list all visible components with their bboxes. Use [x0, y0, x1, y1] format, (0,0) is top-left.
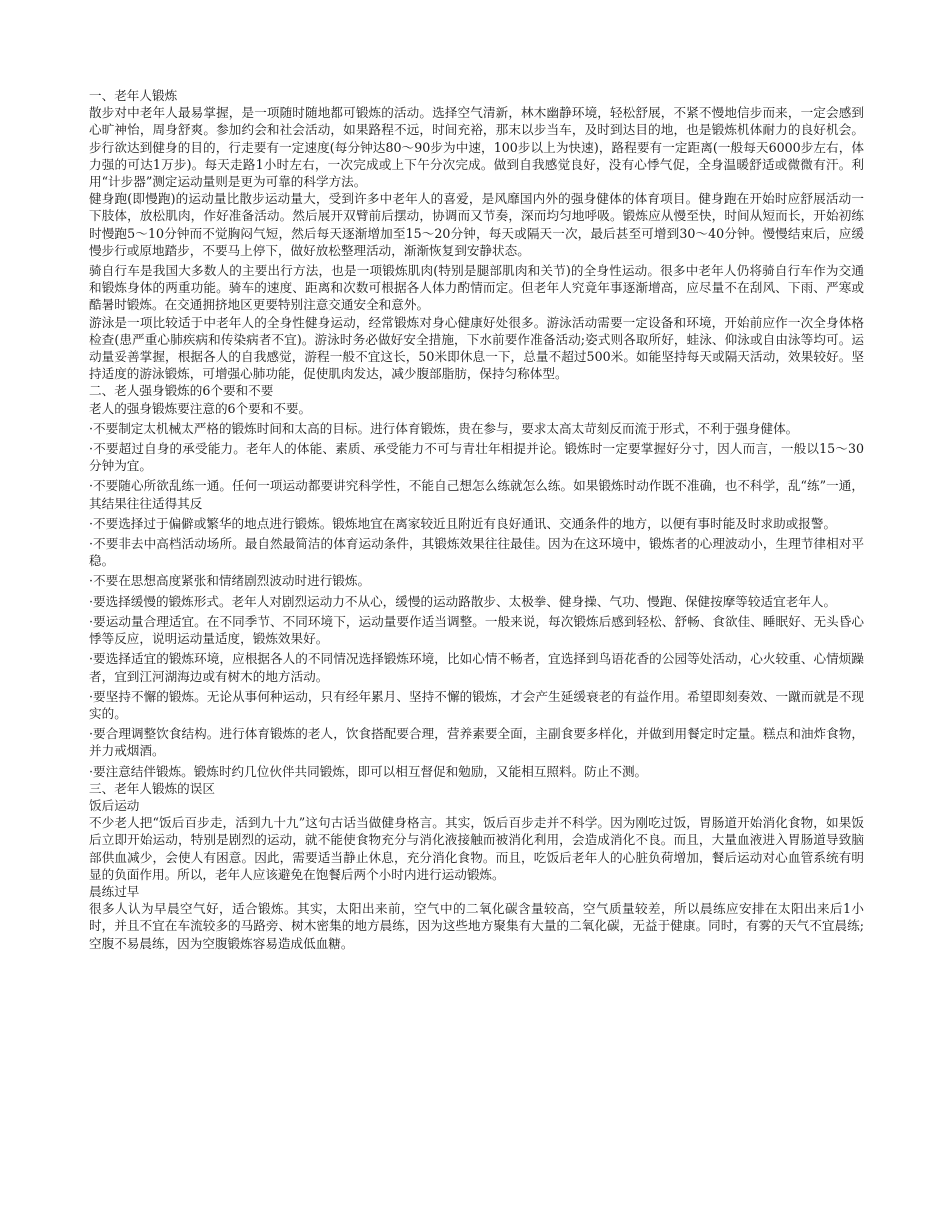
section-1-heading: 一、老年人锻炼 — [89, 88, 178, 103]
list-item: ·要运动量合理适宜。在不同季节、不同环境下，运动量要作适当调整。一般来说，每次锻炼后感到轻松、舒畅、食欲佳、睡眠好、无头昏心悸等反应，说明运动量适度，锻炼效果好。 — [89, 613, 864, 647]
swimming-paragraph: 游泳是一项比较适于中老年人的全身性健身运动，经常锻炼对身心健康好处很多。游泳活动需要一定设备和环境，开始前应作一次全身体格检查(患严重心肺疾病和传染病者不宜)。游泳时务必做好安全措施，下水前要作准备活动;姿式则各取所好，蛙泳、仰泳或自由泳等均可。运动量妥善掌握，根据各人的自我感觉，游程一般不宜这长，50米即休息一下，总量不超过500米。如能坚持每天或隔天活动，效果较好。坚持适度的游泳锻炼，可增强心肺功能，促使肌肉发达，减少腹部脂肪，保持匀称体型。 — [89, 314, 864, 382]
list-item: ·要坚持不懈的锻炼。无论从事何种运动，只有经年累月、坚持不懈的锻炼，才会产生延缓衰老的有益作用。希望即刻奏效、一蹴而就是不现实的。 — [89, 688, 864, 721]
list-item: ·不要超过自身的承受能力。老年人的体能、素质、承受能力不可与青壮年相提并论。锻炼时一定要掌握好分寸，因人而言，一般以15～30分钟为宜。 — [89, 441, 864, 474]
after-meal-paragraph: 不少老人把“饭后百步走，活到九十九”这句古话当做健身格言。其实，饭后百步走并不科学。因为刚吃过饭，胃肠道开始消化食物，如果饭后立即开始运动，特别是剧烈的运动，就不能使食物充分与消化液接触而被消化利用，会造成消化不良。而且，大量血液进入胃肠道导致脑部供血减少，会使人有困意。因此，需要适当静止休息，充分消化食物。而且，吃饭后老年人的心脏负荷增加，餐后运动对心血管系统有明显的负面作用。所以，老年人应该避免在饱餐后两个小时内进行运动锻炼。 — [89, 815, 864, 882]
subsection-title: 饭后运动 — [89, 797, 140, 813]
list-item: ·要选择缓慢的锻炼形式。老年人对剧烈运动力不从心，缓慢的运动路散步、太极拳、健身操、气功、慢跑、保健按摩等较适宜老年人。 — [89, 593, 837, 609]
walking-paragraph: 散步对中老年人最易掌握，是一项随时随地都可锻炼的活动。选择空气清新，林木幽静环境，轻松舒展，不紧不慢地信步而来，一定会感到心旷神怡，周身舒爽。参加约会和社会活动，如果路程不远，时间充裕，那末以步当车，及时到达目的地，也是锻炼机体耐力的良好机会。步行欲达到健身的目的，行走要有一定速度(每分钟达80～90步为中速，100步以上为快速)，路程要有一定距离(一般每天6000步左右，体力强的可达1万步)。每天走路1小时左右，一次完成或上下午分次完成。做到自我感觉良好，没有心悸气促，全身温暖舒适或微微有汗。利用“计步器”测定运动量则是更为可靠的科学方法。 — [89, 105, 864, 190]
list-item: ·要合理调整饮食结构。进行体育锻炼的老人，饮食搭配要合理，营养素要全面，主副食要多样化，并做到用餐定时定量。糕点和油炸食物，并力戒烟酒。 — [89, 726, 864, 759]
list-item: ·不要制定太机械太严格的锻炼时间和太高的目标。进行体育锻炼，贵在参与，要求太高太苛刻反而流于形式，不利于强身健体。 — [89, 420, 799, 436]
list-item: ·不要选择过于偏僻或繁华的地点进行锻炼。锻炼地宜在离家较近且附近有良好通讯、交通条件的地方，以便有事时能及时求助或报警。 — [89, 515, 837, 531]
subsection-title: 晨练过早 — [89, 883, 140, 899]
jogging-paragraph: 健身跑(即慢跑)的运动量比散步运动量大，受到许多中老年人的喜爱，是风靡国内外的强身健体的体育项目。健身跑在开始时应舒展活动一下肢体，放松肌肉，作好准备活动。然后展开双臂前后摆动，协调而又节奏，深而均匀地呼吸。锻炼应从慢至快，时间从短而长，开始初练时慢跑5～10分钟而不觉胸闷气短，然后每天逐渐增加至15～20分钟，每天或隔天一次，最后甚至可增到30～40分钟。慢慢结束后，应缓慢步行或原地踏步，不要马上停下，做好放松整理活动，渐渐恢复到安静状态。 — [89, 191, 864, 258]
section-2-intro: 老人的强身锻炼要注意的6个要和不要。 — [89, 400, 312, 416]
early-exercise-paragraph: 很多人认为早晨空气好，适合锻炼。其实，太阳出来前，空气中的二氧化碳含量较高，空气质量较差，所以晨练应安排在太阳出来后1小时，并且不宜在车流较多的马路旁、树木密集的地方晨练，因为这些地方聚集有大量的二氧化碳，无益于健康。同时，有雾的天气不宜晨练;空腹不易晨练，因为空腹锻炼容易造成低血糖。 — [89, 901, 864, 951]
list-item: ·不要非去中高档活动场所。最自然最简洁的体育运动条件，其锻炼效果往往最佳。因为在这环境中，锻炼者的心理波动小，生理节律相对平稳。 — [89, 536, 864, 569]
section-2-heading: 二、老人强身锻炼的6个要和不要 — [89, 383, 274, 399]
list-item: ·要注意结伴锻炼。锻炼时约几位伙伴共同锻炼，即可以相互督促和勉励，又能相互照料。防止不测。 — [89, 763, 648, 779]
document-page — [89, 87, 864, 952]
section-3-heading: 三、老年人锻炼的误区 — [89, 780, 215, 796]
list-item: ·不要随心所欲乱练一通。任何一项运动都要讲究科学性，不能自己想怎么练就怎么练。如果锻炼时动作既不准确，也不科学，乱“练”一通，其结果往往适得其反 — [89, 478, 864, 511]
list-item: ·要选择适宜的锻炼环境，应根据各人的不同情况选择锻炼环境，比如心情不畅者，宜选择到鸟语花香的公园等处活动，心火较重、心情烦躁者，宜到江河湖海边或有树木的地方活动。 — [89, 651, 864, 684]
list-item: ·不要在思想高度紧张和情绪剧烈波动时进行锻炼。 — [89, 573, 371, 589]
cycling-paragraph: 骑自行车是我国大多数人的主要出行方法，也是一项锻炼肌肉(特别是腿部肌肉和关节)的全身性运动。很多中老年人仍将骑自行车作为交通和锻炼身体的两重功能。骑车的速度、距离和次数可根据各人体力酌情而定。但老年人究竟年事逐渐增高，应尽量不在刮风、下雨、严寒或酷暑时锻炼。在交通拥挤地区更要特别注意交通安全和意外。 — [89, 263, 864, 313]
